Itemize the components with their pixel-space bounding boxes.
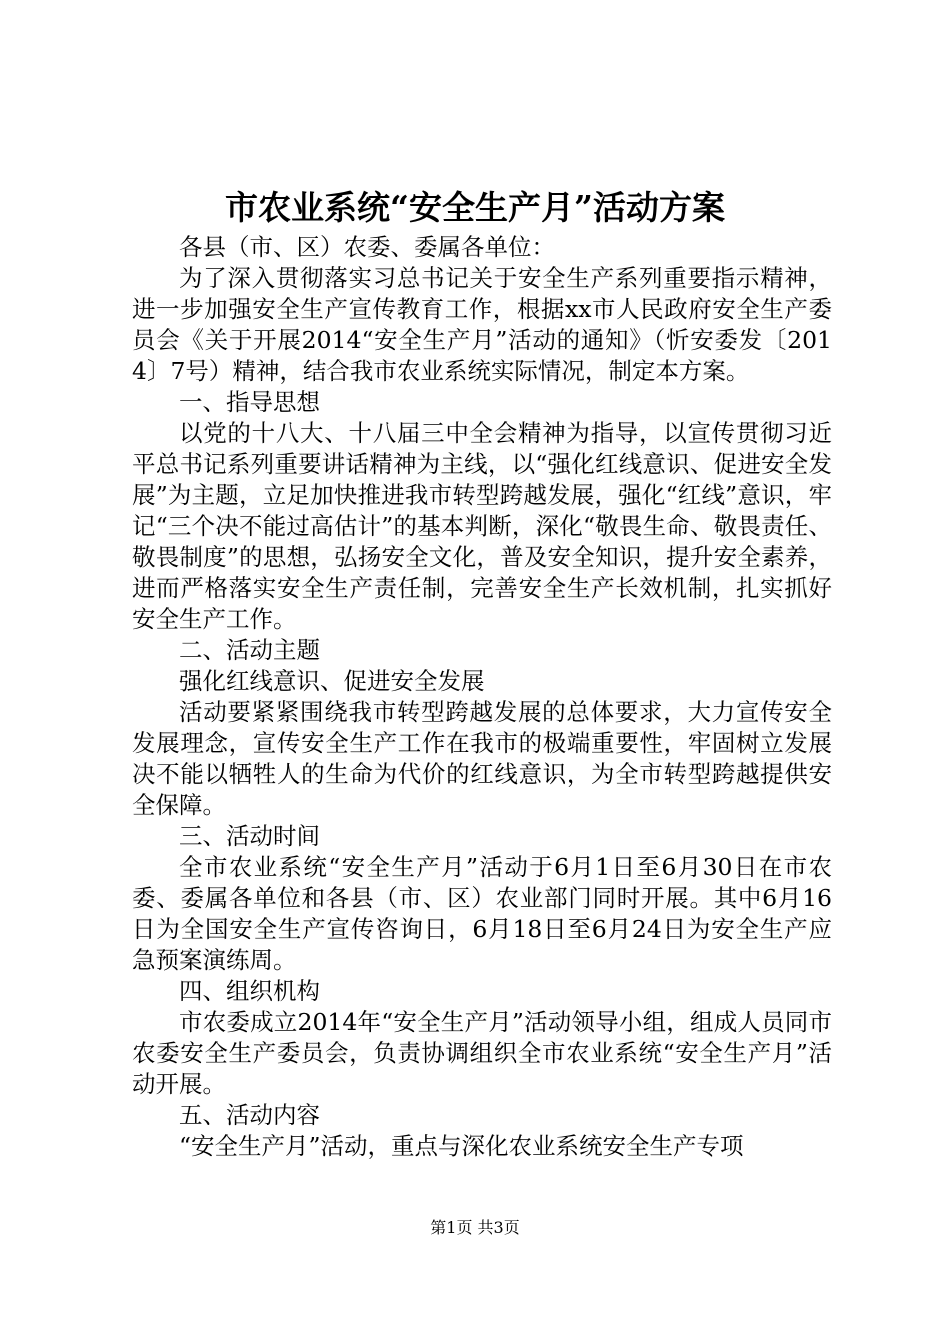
section-heading-activity-time: 三、活动时间 <box>179 822 320 850</box>
section-heading-guiding-ideology: 一、指导思想 <box>179 388 320 416</box>
section-heading-organization: 四、组织机构 <box>179 977 320 1005</box>
activity-time-paragraph: 全市农业系统“安全生产月”活动于6月1日至6月30日在市农委、委属各单位和各县（市、区）农业部门同时开展。其中6月16日为全国安全生产宣传咨询日，6月18日至6月24日为安全生产应急预案演练周。 <box>132 853 832 974</box>
guiding-ideology-paragraph: 以党的十八大、十八届三中全会精神为指导，以宣传贯彻习近平总书记系列重要讲话精神为主线，以“强化红线意识、促进安全发展”为主题，立足加快推进我市转型跨越发展，强化“红线”意识，牢记“三个决不能过高估计”的基本判断，深化“敬畏生命、敬畏责任、敬畏制度”的思想，弘扬安全文化，普及安全知识，提升安全素养，进而严格落实安全生产责任制，完善安全生产长效机制，扎实抓好安全生产工作。 <box>132 419 832 633</box>
section-heading-activity-content: 五、活动内容 <box>179 1101 320 1129</box>
salutation: 各县（市、区）农委、委属各单位： <box>179 233 555 261</box>
document-body <box>132 232 832 1162</box>
organization-paragraph: 市农委成立2014年“安全生产月”活动领导小组，组成人员同市农委安全生产委员会，负责协调组织全市农业系统“安全生产月”活动开展。 <box>132 1008 832 1098</box>
activity-content-paragraph: “安全生产月”活动，重点与深化农业系统安全生产专项 <box>179 1132 744 1160</box>
activity-theme-line: 强化红线意识、促进安全发展 <box>179 667 485 695</box>
section-heading-activity-theme: 二、活动主题 <box>179 636 320 664</box>
page-number: 第1页 共3页 <box>430 1218 520 1237</box>
intro-paragraph: 为了深入贯彻落实习总书记关于安全生产系列重要指示精神，进一步加强安全生产宣传教育工作，根据xx市人民政府安全生产委员会《关于开展2014“安全生产月”活动的通知》（忻安委发〔2014〕7号）精神，结合我市农业系统实际情况，制定本方案。 <box>132 264 832 385</box>
activity-theme-paragraph: 活动要紧紧围绕我市转型跨越发展的总体要求，大力宣传安全发展理念，宣传安全生产工作在我市的极端重要性，牢固树立发展决不能以牺牲人的生命为代价的红线意识，为全市转型跨越提供安全保障。 <box>132 698 832 819</box>
document-title: 市农业系统“安全生产月”活动方案 <box>225 188 725 227</box>
